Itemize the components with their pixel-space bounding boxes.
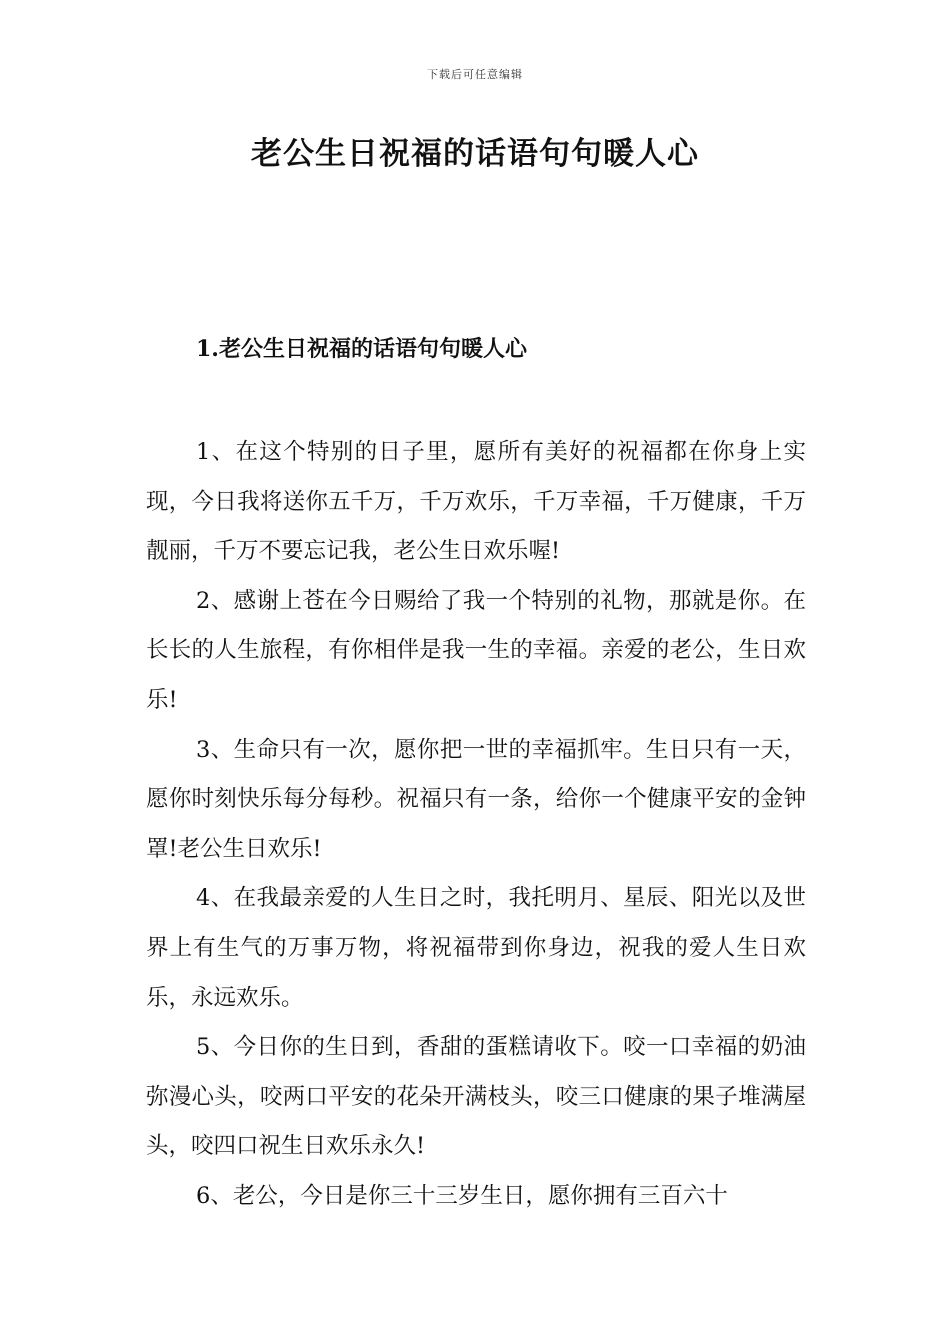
paragraph-4: 4、在我最亲爱的人生日之时，我托明月、星辰、阳光以及世界上有生气的万事万物，将祝福带到你身边，祝我的爱人生日欢乐，永远欢乐。 [146,885,806,1011]
header-note: 下载后可任意编辑 [427,68,523,81]
document-title: 老公生日祝福的话语句句暖人心 [251,136,699,172]
section-heading: 1.老公生日祝福的话语句句暖人心 [196,336,527,362]
paragraph-3: 3、生命只有一次，愿你把一世的幸福抓牢。生日只有一天，愿你时刻快乐每分每秒。祝福只有一条，给你一个健康平安的金钟罩!老公生日欢乐! [146,736,806,862]
paragraph-1: 1、在这个特别的日子里，愿所有美好的祝福都在你身上实现，今日我将送你五千万，千万欢乐，千万幸福，千万健康，千万靓丽，千万不要忘记我，老公生日欢乐喔! [146,439,806,565]
paragraph-5: 5、今日你的生日到，香甜的蛋糕请收下。咬一口幸福的奶油弥漫心头，咬两口平安的花朵开满枝头，咬三口健康的果子堆满屋头，咬四口祝生日欢乐永久! [146,1034,806,1160]
paragraph-6: 6、老公，今日是你三十三岁生日，愿你拥有三百六十 [196,1182,728,1209]
body-text [146,428,806,1222]
paragraph-2: 2、感谢上苍在今日赐给了我一个特别的礼物，那就是你。在长长的人生旅程，有你相伴是我一生的幸福。亲爱的老公，生日欢乐! [146,587,806,713]
